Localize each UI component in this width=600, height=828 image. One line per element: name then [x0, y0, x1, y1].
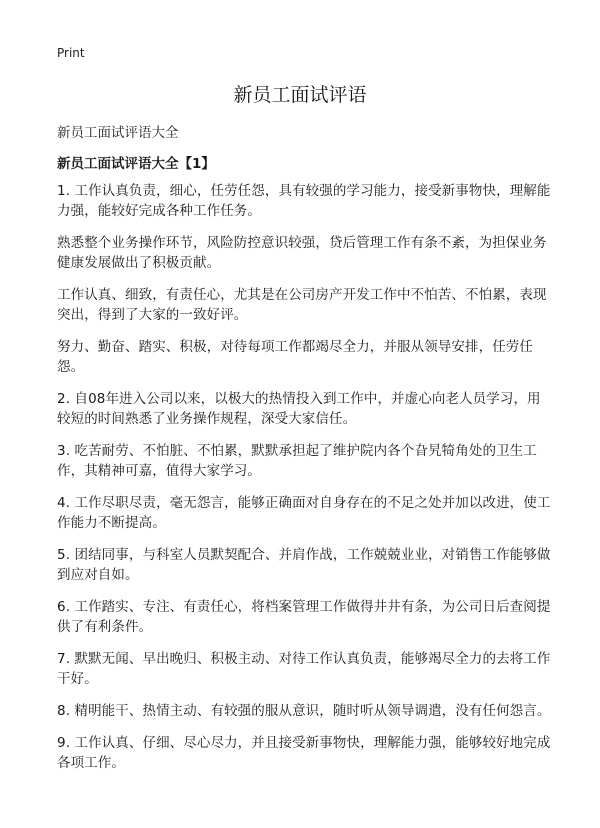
paragraph-3: 工作认真、细致，有责任心，尤其是在公司房产开发工作中不怕苦、不怕累，表现突出，得到了大家的一致好评。 [57, 287, 547, 323]
document-body [57, 181, 552, 785]
paragraph-11: 8. 精明能干、热情主动、有较强的服从意识，随时听从领导调遣，没有任何怨言。 [57, 703, 551, 719]
paragraph-10: 7. 默默无闻、早出晚归、积极主动、对待工作认真负责，能够竭尽全力的去将工作干好。 [57, 651, 551, 687]
print-label: Print [57, 46, 85, 60]
section-heading: 新员工面试评语大全【1】 [57, 156, 215, 172]
paragraph-12: 9. 工作认真、仔细、尽心尽力，并且接受新事物快，理解能力强，能够较好地完成各项工作。 [57, 735, 551, 771]
paragraph-8: 5. 团结同事，与科室人员默契配合、并肩作战，工作兢兢业业，对销售工作能够做到应对自如。 [57, 547, 551, 583]
paragraph-4: 努力、勤奋、踏实、积极，对待每项工作都竭尽全力，并服从领导安排，任劳任怨。 [57, 339, 533, 375]
paragraph-1: 1. 工作认真负责，细心，任劳任怨，具有较强的学习能力，接受新事物快，理解能力强，能较好完成各种工作任务。 [57, 183, 551, 219]
paragraph-6: 3. 吃苦耐劳、不怕脏、不怕累，默默承担起了维护院内各个旮旯犄角处的卫生工作，其精神可嘉，值得大家学习。 [57, 443, 537, 479]
page-title: 新员工面试评语 [233, 84, 367, 106]
document-subtitle: 新员工面试评语大全 [57, 125, 179, 141]
paragraph-5: 2. 自08年进入公司以来，以极大的热情投入到工作中，并虚心向老人员学习，用较短的时间熟悉了业务操作规程，深受大家信任。 [57, 391, 541, 427]
paragraph-9: 6. 工作踏实、专注、有责任心，将档案管理工作做得井井有条，为公司日后查阅提供了有利条件。 [57, 599, 551, 635]
paragraph-7: 4. 工作尽职尽责，毫无怨言，能够正确面对自身存在的不足之处并加以改进，使工作能力不断提高。 [57, 495, 551, 531]
paragraph-2: 熟悉整个业务操作环节，风险防控意识较强，贷后管理工作有条不紊，为担保业务健康发展做出了积极贡献。 [57, 235, 547, 271]
